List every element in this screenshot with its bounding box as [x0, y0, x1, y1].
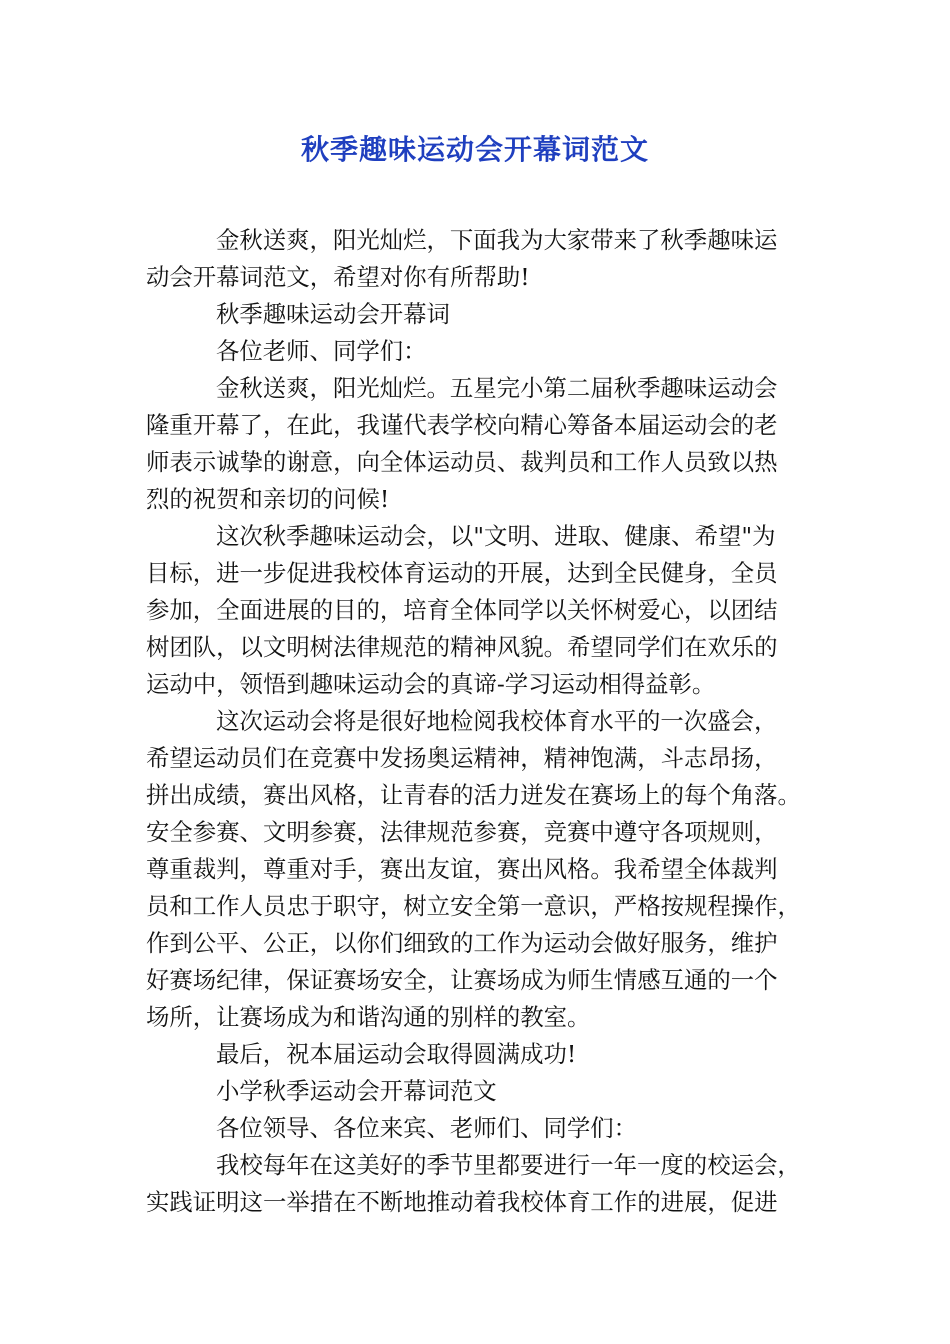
- body-line: 这次秋季趣味运动会，以"文明、进取、健康、希望"为: [216, 522, 776, 550]
- body-line: 这次运动会将是很好地检阅我校体育水平的一次盛会，: [216, 707, 778, 735]
- body-line: 好赛场纪律，保证赛场安全，让赛场成为师生情感互通的一个: [146, 966, 778, 994]
- body-line: 作到公平、公正，以你们细致的工作为运动会做好服务，维护: [146, 929, 778, 957]
- document-title: 秋季趣味运动会开幕词范文: [300, 133, 649, 166]
- body-line: 烈的祝贺和亲切的问候!: [146, 485, 390, 513]
- body-line: 隆重开幕了，在此，我谨代表学校向精心筹备本届运动会的老: [146, 411, 778, 439]
- body-line: 我校每年在这美好的季节里都要进行一年一度的校运会，: [216, 1151, 801, 1179]
- body-line: 金秋送爽，阳光灿烂。五星完小第二届秋季趣味运动会: [216, 374, 778, 402]
- body-line: 实践证明这一举措在不断地推动着我校体育工作的进展，促进: [146, 1188, 778, 1216]
- body-line: 动会开幕词范文，希望对你有所帮助!: [146, 263, 530, 291]
- body-line: 运动中，领悟到趣味运动会的真谛-学习运动相得益彰。: [146, 670, 716, 698]
- body-line: 场所，让赛场成为和谐沟通的别样的教室。: [146, 1003, 591, 1031]
- body-line: 金秋送爽，阳光灿烂，下面我为大家带来了秋季趣味运: [216, 226, 778, 254]
- body-line: 秋季趣味运动会开幕词: [216, 300, 450, 328]
- body-line: 希望运动员们在竞赛中发扬奥运精神，精神饱满，斗志昂扬，: [146, 744, 778, 772]
- body-line: 安全参赛、文明参赛，法律规范参赛，竞赛中遵守各项规则，: [146, 818, 778, 846]
- body-line: 树团队，以文明树法律规范的精神风貌。希望同学们在欢乐的: [146, 633, 778, 661]
- body-line: 师表示诚挚的谢意，向全体运动员、裁判员和工作人员致以热: [146, 448, 778, 476]
- body-line: 最后，祝本届运动会取得圆满成功!: [216, 1040, 577, 1068]
- body-line: 目标，进一步促进我校体育运动的开展，达到全民健身，全员: [146, 559, 778, 587]
- body-line: 尊重裁判，尊重对手，赛出友谊，赛出风格。我希望全体裁判: [146, 855, 778, 883]
- body-line: 参加，全面进展的目的，培育全体同学以关怀树爱心，以团结: [146, 596, 778, 624]
- body-line: 各位老师、同学们：: [216, 337, 427, 365]
- body-line: 拼出成绩，赛出风格，让青春的活力迸发在赛场上的每个角落。: [146, 781, 801, 809]
- body-line: 小学秋季运动会开幕词范文: [216, 1077, 497, 1105]
- body-line: 员和工作人员忠于职守，树立安全第一意识，严格按规程操作，: [146, 892, 801, 920]
- document-body: [146, 222, 806, 1221]
- body-line: 各位领导、各位来宾、老师们、同学们：: [216, 1114, 638, 1142]
